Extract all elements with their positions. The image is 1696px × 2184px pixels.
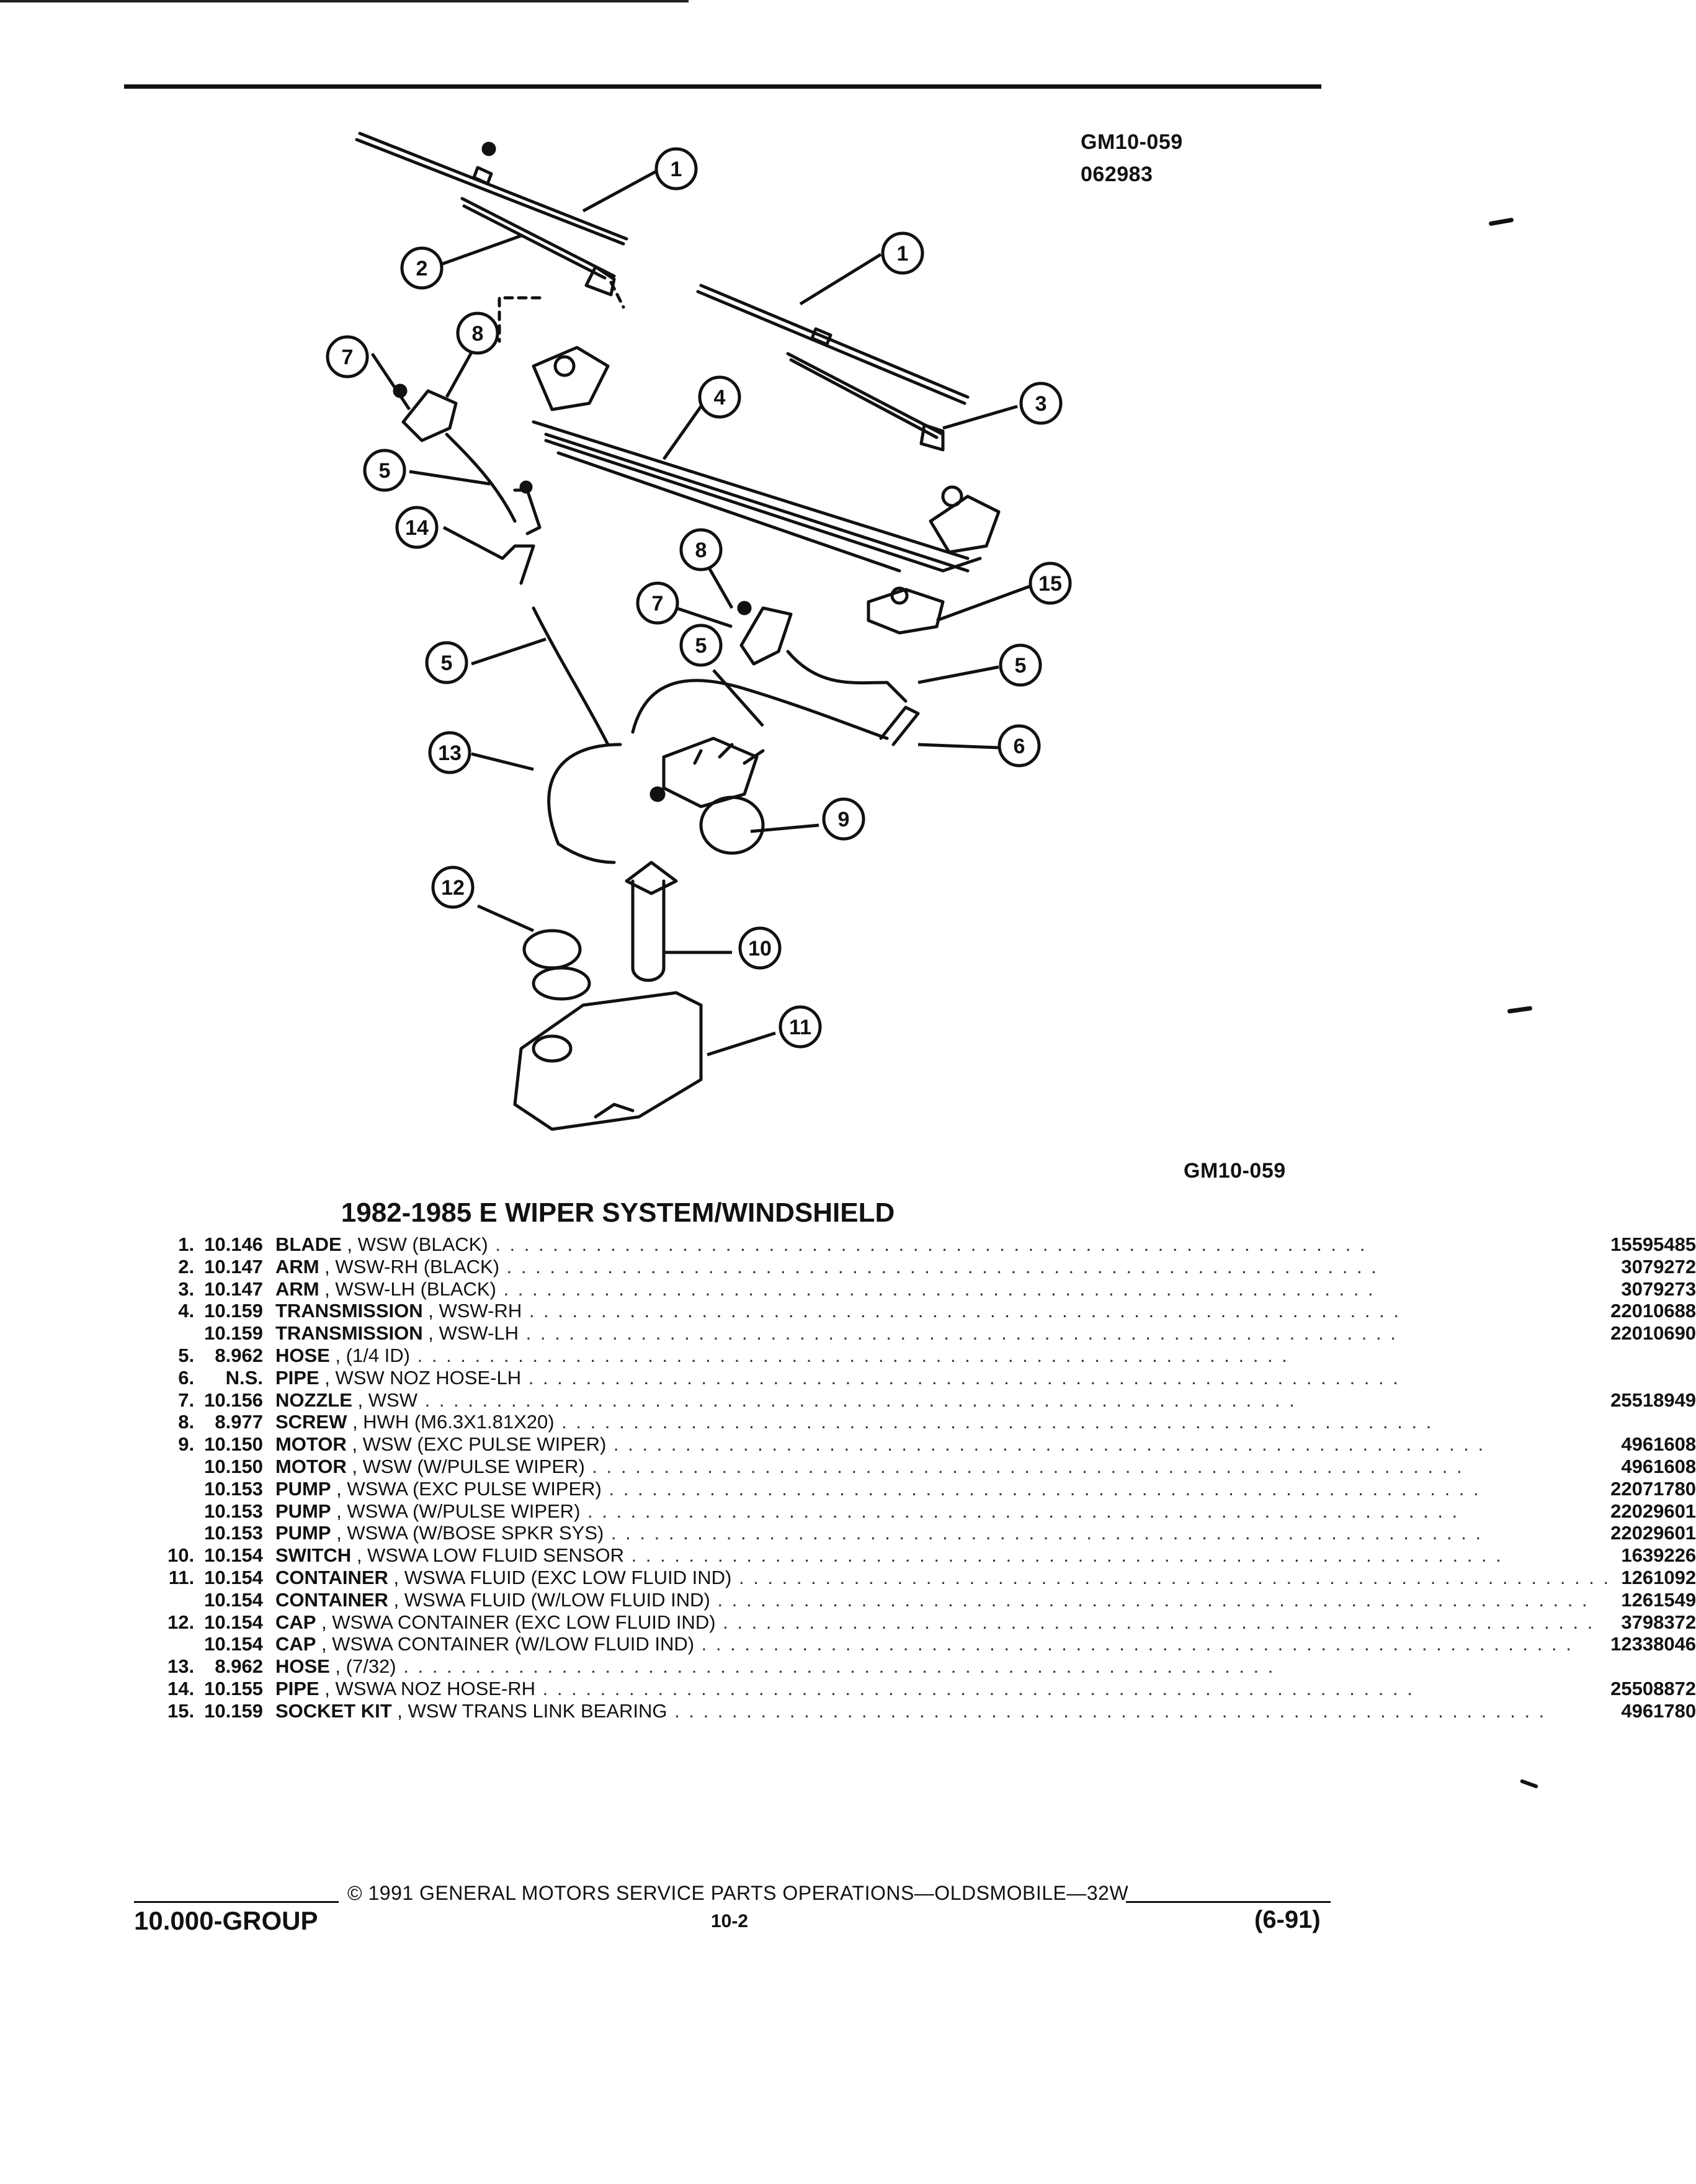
callout-label: 10 <box>748 937 772 960</box>
item-number: 11. <box>168 1566 195 1588</box>
callout-label: 5 <box>378 459 391 483</box>
part-spec-prefix: , <box>316 1633 333 1655</box>
callout-label: 7 <box>341 346 354 369</box>
part-name: HOSE <box>275 1344 330 1366</box>
part-description <box>275 1633 1610 1655</box>
group-number: 10.159 <box>204 1699 263 1722</box>
part-number: 12338046 <box>1610 1633 1696 1655</box>
leader-dots: . . . . . . . . . . . . . . . . . . . . . . . . . . . . . . . . . . . . . . . . . . . . . . . . . . . . . . . . . . . . . <box>554 1411 1434 1433</box>
callout-label: 3 <box>1035 392 1047 416</box>
item-number: 6. <box>178 1366 195 1389</box>
blade-left <box>357 133 627 244</box>
part-number: 22010690 <box>1610 1322 1696 1345</box>
group-number: 10.147 <box>204 1255 263 1278</box>
group-number: 8.962 <box>215 1344 263 1366</box>
part-description <box>275 1367 1610 1389</box>
pump <box>627 862 676 980</box>
arm-lh <box>788 354 943 450</box>
part-description <box>275 1256 1610 1278</box>
figure-code-top: GM10-059 <box>1081 130 1183 154</box>
part-spec: WSW (W/PULSE WIPER) <box>362 1455 585 1477</box>
item-number: 1. <box>178 1233 195 1255</box>
parts-list <box>167 1233 1696 1722</box>
callout-label: 15 <box>1038 572 1062 596</box>
item-number: 15. <box>167 1699 195 1722</box>
part-spec-prefix: , <box>331 1522 347 1544</box>
figure-date-code: 062983 <box>1081 163 1153 186</box>
figure-code-bottom: GM10-059 <box>1184 1159 1286 1183</box>
parts-row <box>167 1433 1696 1456</box>
part-description <box>275 1411 1610 1433</box>
part-name: HOSE <box>275 1655 330 1678</box>
item-number: 9. <box>178 1433 195 1456</box>
part-name: PUMP <box>275 1477 331 1500</box>
leader-dots: . . . . . . . . . . . . . . . . . . . . . . . . . . . . . . . . . . . . . . . . . . . . . . . . . . . . . . . . . . . . . <box>488 1233 1367 1255</box>
parts-row <box>167 1300 1696 1322</box>
item-number <box>167 1478 204 1500</box>
parts-row <box>167 1633 1696 1655</box>
part-number: 22010688 <box>1610 1300 1696 1322</box>
part-spec-prefix: , <box>351 1544 368 1567</box>
part-number: 15595485 <box>1610 1233 1696 1255</box>
group-number: N.S. <box>225 1366 263 1389</box>
footer-date: (6-91) <box>1254 1906 1321 1933</box>
footer-page-number: 10-2 <box>711 1911 749 1931</box>
part-number: 1261092 <box>1621 1566 1696 1588</box>
part-spec: WSW-RH <box>439 1300 522 1322</box>
motor <box>651 738 763 853</box>
part-number: 4961608 <box>1621 1455 1696 1477</box>
callout-label: 8 <box>471 322 484 346</box>
callout-label: 4 <box>713 386 726 410</box>
part-number: 22071780 <box>1610 1477 1696 1500</box>
item-number <box>167 1456 204 1478</box>
item-number: 8. <box>178 1411 195 1433</box>
part-description <box>275 1500 1610 1523</box>
part-name: MOTOR <box>275 1455 347 1477</box>
leader-dots: . . . . . . . . . . . . . . . . . . . . . . . . . . . . . . . . . . . . . . . . . . . . . . . . . . . . . . . . . . . . . <box>519 1322 1398 1345</box>
callout-label: 5 <box>440 651 453 675</box>
part-description <box>275 1322 1610 1345</box>
part-spec: WSW TRANS LINK BEARING <box>408 1699 667 1722</box>
page-title: 1982-1985 E WIPER SYSTEM/WINDSHIELD <box>341 1197 895 1228</box>
pipe-14 <box>515 490 540 534</box>
part-name: CONTAINER <box>275 1588 388 1611</box>
group-number: 10.146 <box>204 1233 263 1255</box>
part-description <box>275 1300 1610 1322</box>
part-spec: WSW <box>368 1389 417 1411</box>
footer-rule-left <box>134 1901 339 1903</box>
part-spec: (1/4 ID) <box>346 1344 410 1366</box>
part-spec-prefix: , <box>329 1655 346 1678</box>
part-spec: WSWA FLUID (W/LOW FLUID IND) <box>404 1588 710 1611</box>
item-number: 12. <box>167 1611 195 1633</box>
item-number <box>167 1322 204 1345</box>
part-spec-prefix: , <box>319 1278 336 1300</box>
group-number: 10.154 <box>204 1611 263 1633</box>
footer-copyright: © 1991 GENERAL MOTORS SERVICE PARTS OPERATIONS—OLDSMOBILE—32W <box>347 1882 1129 1904</box>
group-number: 8.977 <box>215 1411 263 1433</box>
footer-rule-right <box>1126 1901 1331 1903</box>
parts-row <box>167 1500 1696 1523</box>
part-number: 3079272 <box>1621 1255 1696 1278</box>
part-number <box>1610 1655 1696 1678</box>
part-number <box>1610 1345 1696 1367</box>
part-spec-prefix: , <box>422 1300 439 1322</box>
part-name: MOTOR <box>275 1433 347 1456</box>
part-spec-prefix: , <box>316 1611 333 1633</box>
part-spec: WSW (BLACK) <box>357 1233 488 1255</box>
part-spec-prefix: , <box>346 1455 363 1477</box>
parts-row <box>167 1678 1696 1700</box>
leader-dots: . . . . . . . . . . . . . . . . . . . . . . . . . . . . . . . . . . . . . . . . . . . . . . . . . . . . . . . . . . . . . <box>624 1544 1503 1567</box>
group-number: 10.153 <box>204 1522 263 1544</box>
blade-right <box>698 285 968 403</box>
part-description <box>275 1345 1610 1367</box>
item-number: 4. <box>178 1300 195 1322</box>
parts-row <box>167 1544 1696 1567</box>
part-spec: WSW-LH <box>439 1322 519 1345</box>
part-spec-prefix: , <box>319 1677 336 1699</box>
part-spec-prefix: , <box>347 1411 364 1433</box>
parts-row <box>167 1345 1696 1367</box>
item-number: 14. <box>167 1677 195 1699</box>
callout-label: 13 <box>438 741 462 765</box>
parts-row <box>167 1700 1696 1722</box>
leader-dots: . . . . . . . . . . . . . . . . . . . . . . . . . . . . . . . . . . . . . . . . . . . . . . . . . . . . . . . . . . . . . <box>604 1522 1483 1544</box>
footer-group: 10.000-GROUP <box>134 1906 318 1935</box>
group-number: 10.156 <box>204 1389 263 1411</box>
part-number: 25518949 <box>1610 1389 1696 1411</box>
leader-dots: . . . . . . . . . . . . . . . . . . . . . . . . . . . . . . . . . . . . . . . . . . . . . . . . . . . . . . . . . . . . . <box>499 1255 1378 1278</box>
item-number <box>167 1522 204 1544</box>
callout-label: 1 <box>896 242 909 266</box>
nozzle-left <box>395 385 456 441</box>
callout-label: 14 <box>405 516 429 540</box>
part-spec-prefix: , <box>319 1366 336 1389</box>
leader-dots: . . . . . . . . . . . . . . . . . . . . . . . . . . . . . . . . . . . . . . . . . . . . . . . . . . . . . . . . . . . . . <box>584 1455 1464 1477</box>
hose-5c <box>633 681 887 738</box>
part-description <box>275 1278 1610 1300</box>
part-number: 4961780 <box>1621 1699 1696 1722</box>
item-number: 5. <box>178 1344 195 1366</box>
part-name: PUMP <box>275 1500 331 1522</box>
parts-row <box>167 1522 1696 1544</box>
leader-dots: . . . . . . . . . . . . . . . . . . . . . . . . . . . . . . . . . . . . . . . . . . . . . . . . . . . . . . . . . . . . . <box>396 1655 1275 1678</box>
callout-label: 12 <box>441 876 465 900</box>
part-description <box>275 1678 1610 1700</box>
socket-kit <box>868 588 943 633</box>
group-number: 8.962 <box>215 1655 263 1678</box>
part-spec: WSW-RH (BLACK) <box>335 1255 500 1278</box>
part-number: 25508872 <box>1610 1677 1696 1699</box>
callout-label: 11 <box>789 1016 811 1039</box>
item-number <box>167 1633 204 1655</box>
part-spec: WSWA LOW FLUID SENSOR <box>367 1544 624 1567</box>
part-name: CAP <box>275 1633 316 1655</box>
group-number: 10.159 <box>204 1300 263 1322</box>
leader-dots: . . . . . . . . . . . . . . . . . . . . . . . . . . . . . . . . . . . . . . . . . . . . . . . . . . . . . . . . . . . . . <box>731 1566 1611 1588</box>
part-name: SOCKET KIT <box>275 1699 392 1722</box>
leader-dots: . . . . . . . . . . . . . . . . . . . . . . . . . . . . . . . . . . . . . . . . . . . . . . . . . . . . . . . . . . . . . <box>496 1278 1375 1300</box>
callout-label: 5 <box>695 634 707 658</box>
callout-label: 2 <box>416 257 428 280</box>
part-description <box>275 1544 1610 1567</box>
part-number: 22029601 <box>1610 1522 1696 1544</box>
hose-13 <box>549 745 620 862</box>
pipe-14-elbow <box>502 546 533 583</box>
part-description <box>275 1478 1610 1500</box>
part-spec-prefix: , <box>329 1344 346 1366</box>
item-number: 7. <box>178 1389 195 1411</box>
leader-dots: . . . . . . . . . . . . . . . . . . . . . . . . . . . . . . . . . . . . . . . . . . . . . . . . . . . . . . . . . . . . . <box>580 1500 1460 1522</box>
part-spec: HWH (M6.3X1.81X20) <box>363 1411 555 1433</box>
parts-row <box>167 1367 1696 1389</box>
part-number: 1639226 <box>1621 1544 1696 1567</box>
part-spec: WSWA NOZ HOSE-RH <box>335 1677 536 1699</box>
part-number: 4961608 <box>1621 1433 1696 1456</box>
parts-row <box>167 1589 1696 1611</box>
leader-dots: . . . . . . . . . . . . . . . . . . . . . . . . . . . . . . . . . . . . . . . . . . . . . . . . . . . . . . . . . . . . . <box>521 1366 1400 1389</box>
item-number: 3. <box>178 1278 195 1300</box>
part-spec-prefix: , <box>388 1588 404 1611</box>
callout-label: 6 <box>1013 735 1025 758</box>
part-name: CAP <box>275 1611 316 1633</box>
part-name: BLADE <box>275 1233 342 1255</box>
part-spec-prefix: , <box>331 1477 347 1500</box>
part-spec-prefix: , <box>341 1233 358 1255</box>
part-description <box>275 1700 1610 1722</box>
part-name: CONTAINER <box>275 1566 388 1588</box>
group-number: 10.147 <box>204 1278 263 1300</box>
item-number: 2. <box>178 1255 195 1278</box>
part-name: PIPE <box>275 1366 319 1389</box>
part-number: 22029601 <box>1610 1500 1696 1522</box>
part-description <box>275 1233 1610 1256</box>
part-spec-prefix: , <box>346 1433 363 1456</box>
hose-5d <box>788 651 906 701</box>
part-spec-prefix: , <box>319 1255 336 1278</box>
group-number: 10.154 <box>204 1633 263 1655</box>
part-spec: WSWA (EXC PULSE WIPER) <box>347 1477 602 1500</box>
leader-dots: . . . . . . . . . . . . . . . . . . . . . . . . . . . . . . . . . . . . . . . . . . . . . . . . . . . . . . . . . . . . . <box>535 1677 1414 1699</box>
part-spec: WSW-LH (BLACK) <box>335 1278 496 1300</box>
parts-row <box>167 1322 1696 1345</box>
callout-label: 7 <box>651 592 664 615</box>
leader-dots: . . . . . . . . . . . . . . . . . . . . . . . . . . . . . . . . . . . . . . . . . . . . . . . . . . . . . . . . . . . . . <box>715 1611 1595 1633</box>
part-spec-prefix: , <box>352 1389 368 1411</box>
part-description <box>275 1433 1610 1456</box>
part-spec: WSWA CONTAINER (W/LOW FLUID IND) <box>332 1633 695 1655</box>
parts-row <box>167 1256 1696 1278</box>
part-spec: (7/32) <box>346 1655 396 1678</box>
wiper-system-diagram <box>0 0 1568 1179</box>
leader-dots: . . . . . . . . . . . . . . . . . . . . . . . . . . . . . . . . . . . . . . . . . . . . . . . . . . . . . . . . . . . . . <box>522 1300 1401 1322</box>
item-number <box>167 1500 204 1523</box>
part-number <box>1610 1367 1696 1389</box>
parts-row <box>167 1389 1696 1412</box>
part-spec: WSW NOZ HOSE-LH <box>335 1366 522 1389</box>
part-name: TRANSMISSION <box>275 1322 423 1345</box>
part-spec-prefix: , <box>422 1322 439 1345</box>
part-name: SWITCH <box>275 1544 352 1567</box>
cap <box>524 931 589 999</box>
parts-row <box>167 1411 1696 1433</box>
part-spec: WSWA (W/BOSE SPKR SYS) <box>347 1522 604 1544</box>
part-name: TRANSMISSION <box>275 1300 423 1322</box>
part-description <box>275 1389 1610 1412</box>
part-description <box>275 1589 1610 1611</box>
part-spec-prefix: , <box>391 1699 408 1722</box>
leader-dots: . . . . . . . . . . . . . . . . . . . . . . . . . . . . . . . . . . . . . . . . . . . . . . . . . . . . . . . . . . . . . <box>606 1433 1486 1456</box>
item-number <box>167 1589 204 1611</box>
parts-row <box>167 1233 1696 1256</box>
part-name: PUMP <box>275 1522 331 1544</box>
part-description <box>275 1456 1610 1478</box>
group-number: 10.150 <box>204 1455 263 1477</box>
group-number: 10.159 <box>204 1322 263 1345</box>
parts-row <box>167 1655 1696 1678</box>
parts-row <box>167 1478 1696 1500</box>
part-name: ARM <box>275 1278 319 1300</box>
group-number: 10.154 <box>204 1566 263 1588</box>
part-number <box>1610 1411 1696 1433</box>
leader-dots: . . . . . . . . . . . . . . . . . . . . . . . . . . . . . . . . . . . . . . . . . . . . . . . . . . . . . . . . . . . . . <box>667 1699 1546 1722</box>
part-name: ARM <box>275 1255 319 1278</box>
part-spec-prefix: , <box>388 1566 404 1588</box>
hose-5b <box>533 608 608 745</box>
callout-label: 9 <box>837 808 850 831</box>
group-number: 10.153 <box>204 1477 263 1500</box>
part-spec: WSWA (W/PULSE WIPER) <box>347 1500 581 1522</box>
container <box>515 993 701 1129</box>
item-number: 13. <box>167 1655 195 1678</box>
part-number: 1261549 <box>1621 1588 1696 1611</box>
part-description <box>275 1522 1610 1544</box>
callout-label: 5 <box>1014 654 1027 678</box>
scan-mark <box>1520 1779 1538 1789</box>
leader-dots: . . . . . . . . . . . . . . . . . . . . . . . . . . . . . . . . . . . . . . . . . . . . . . . . . . . . . . . . . . . . . <box>710 1588 1589 1611</box>
leader-dots: . . . . . . . . . . . . . . . . . . . . . . . . . . . . . . . . . . . . . . . . . . . . . . . . . . . . . . . . . . . . . <box>410 1344 1289 1366</box>
parts-row <box>167 1278 1696 1300</box>
leader-dots: . . . . . . . . . . . . . . . . . . . . . . . . . . . . . . . . . . . . . . . . . . . . . . . . . . . . . . . . . . . . . <box>694 1633 1573 1655</box>
part-name: NOZZLE <box>275 1389 352 1411</box>
part-name: PIPE <box>275 1677 319 1699</box>
part-name: SCREW <box>275 1411 347 1433</box>
part-number: 3798372 <box>1621 1611 1696 1633</box>
callout-label: 1 <box>670 158 682 181</box>
group-number: 10.154 <box>204 1588 263 1611</box>
callout-label: 8 <box>695 539 707 562</box>
nozzle-center <box>739 602 791 664</box>
parts-row <box>167 1567 1696 1589</box>
group-number: 10.150 <box>204 1433 263 1456</box>
leader-dots: . . . . . . . . . . . . . . . . . . . . . . . . . . . . . . . . . . . . . . . . . . . . . . . . . . . . . . . . . . . . . <box>601 1477 1481 1500</box>
part-number: 3079273 <box>1621 1278 1696 1300</box>
part-spec-prefix: , <box>331 1500 347 1522</box>
parts-row <box>167 1611 1696 1634</box>
part-spec: WSWA CONTAINER (EXC LOW FLUID IND) <box>332 1611 716 1633</box>
item-number: 10. <box>167 1544 195 1567</box>
part-spec: WSW (EXC PULSE WIPER) <box>362 1433 607 1456</box>
part-description <box>275 1655 1610 1678</box>
part-description <box>275 1611 1610 1634</box>
group-number: 10.153 <box>204 1500 263 1522</box>
leader-dots: . . . . . . . . . . . . . . . . . . . . . . . . . . . . . . . . . . . . . . . . . . . . . . . . . . . . . . . . . . . . . <box>417 1389 1297 1411</box>
group-number: 10.155 <box>204 1677 263 1699</box>
part-description <box>275 1567 1610 1589</box>
group-number: 10.154 <box>204 1544 263 1567</box>
parts-row <box>167 1456 1696 1478</box>
part-spec: WSWA FLUID (EXC LOW FLUID IND) <box>404 1566 732 1588</box>
